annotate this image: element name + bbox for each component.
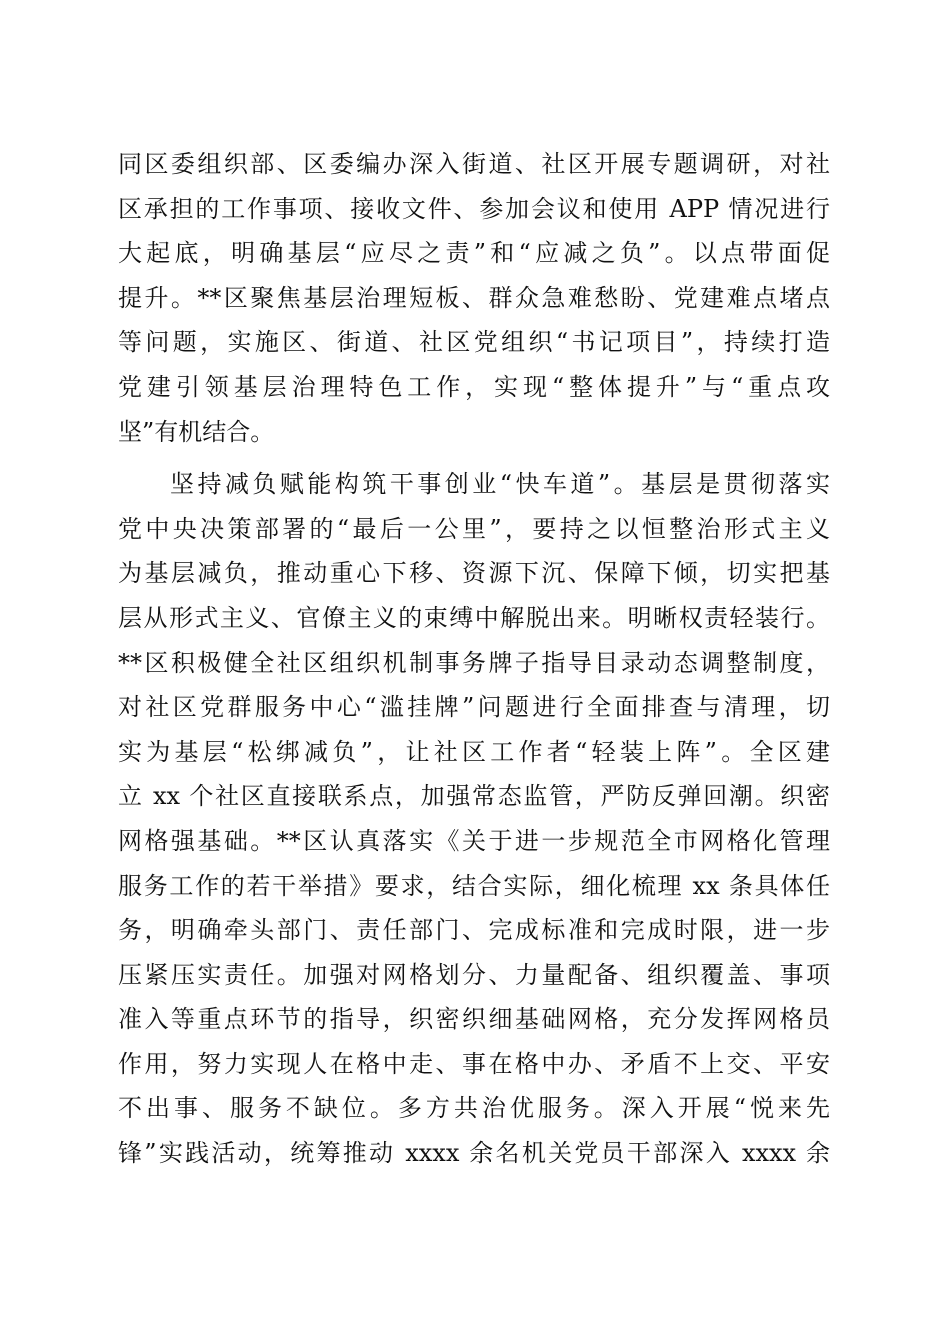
text-line: 务，明确牵头部门、责任部门、完成标准和完成时限，进一步 (118, 916, 830, 945)
text-line: 党中央决策部署的“最后一公里”，要持之以恒整治形式主义 (118, 514, 830, 543)
text-line: 实为基层“松绑减负”，让社区工作者“轻装上阵”。全区建 (118, 737, 830, 766)
text-line: 锋”实践活动，统筹推动 xxxx 余名机关党员干部深入 xxxx 余 (118, 1139, 830, 1168)
text-line: 区承担的工作事项、接收文件、参加会议和使用 APP 情况进行 (118, 194, 830, 223)
text-line: 服务工作的若干举措》要求，结合实际，细化梳理 xx 条具体任 (118, 871, 830, 900)
text-line: 不出事、服务不缺位。多方共治优服务。深入开展“悦来先 (118, 1094, 830, 1123)
text-line: 作用，努力实现人在格中走、事在格中办、矛盾不上交、平安 (118, 1049, 830, 1078)
paragraph (118, 142, 830, 454)
text-line: 坚”有机结合。 (118, 417, 275, 446)
text-line: 网格强基础。**区认真落实《关于进一步规范全市网格化管理 (118, 826, 830, 855)
text-line: 立 xx 个社区直接联系点，加强常态监管，严防反弹回潮。织密 (118, 782, 830, 811)
paragraph-spacer (118, 454, 830, 462)
text-line: 坚持减负赋能构筑干事创业“快车道”。基层是贯彻落实 (170, 470, 830, 499)
text-line: 为基层减负，推动重心下移、资源下沉、保障下倾，切实把基 (118, 559, 830, 588)
document-body (118, 142, 830, 1176)
text-line: 大起底，明确基层“应尽之责”和“应减之负”。以点带面促 (118, 239, 830, 268)
text-line: 党建引领基层治理特色工作，实现“整体提升”与“重点攻 (118, 372, 830, 401)
text-line: 同区委组织部、区委编办深入街道、社区开展专题调研，对社 (118, 150, 830, 178)
paragraph (118, 462, 830, 1176)
text-line: 压紧压实责任。加强对网格划分、力量配备、组织覆盖、事项 (118, 960, 830, 989)
text-line: 等问题，实施区、街道、社区党组织“书记项目”，持续打造 (118, 328, 830, 357)
text-line: 层从形式主义、官僚主义的束缚中解脱出来。明晰权责轻装行。 (118, 603, 830, 632)
text-line: **区积极健全社区组织机制事务牌子指导目录动态调整制度， (118, 648, 830, 677)
text-line: 准入等重点环节的指导，织密织细基础网格，充分发挥网格员 (118, 1005, 830, 1034)
text-line: 对社区党群服务中心“滥挂牌”问题进行全面排查与清理，切 (118, 693, 830, 722)
text-line: 提升。**区聚焦基层治理短板、群众急难愁盼、党建难点堵点 (118, 283, 830, 312)
